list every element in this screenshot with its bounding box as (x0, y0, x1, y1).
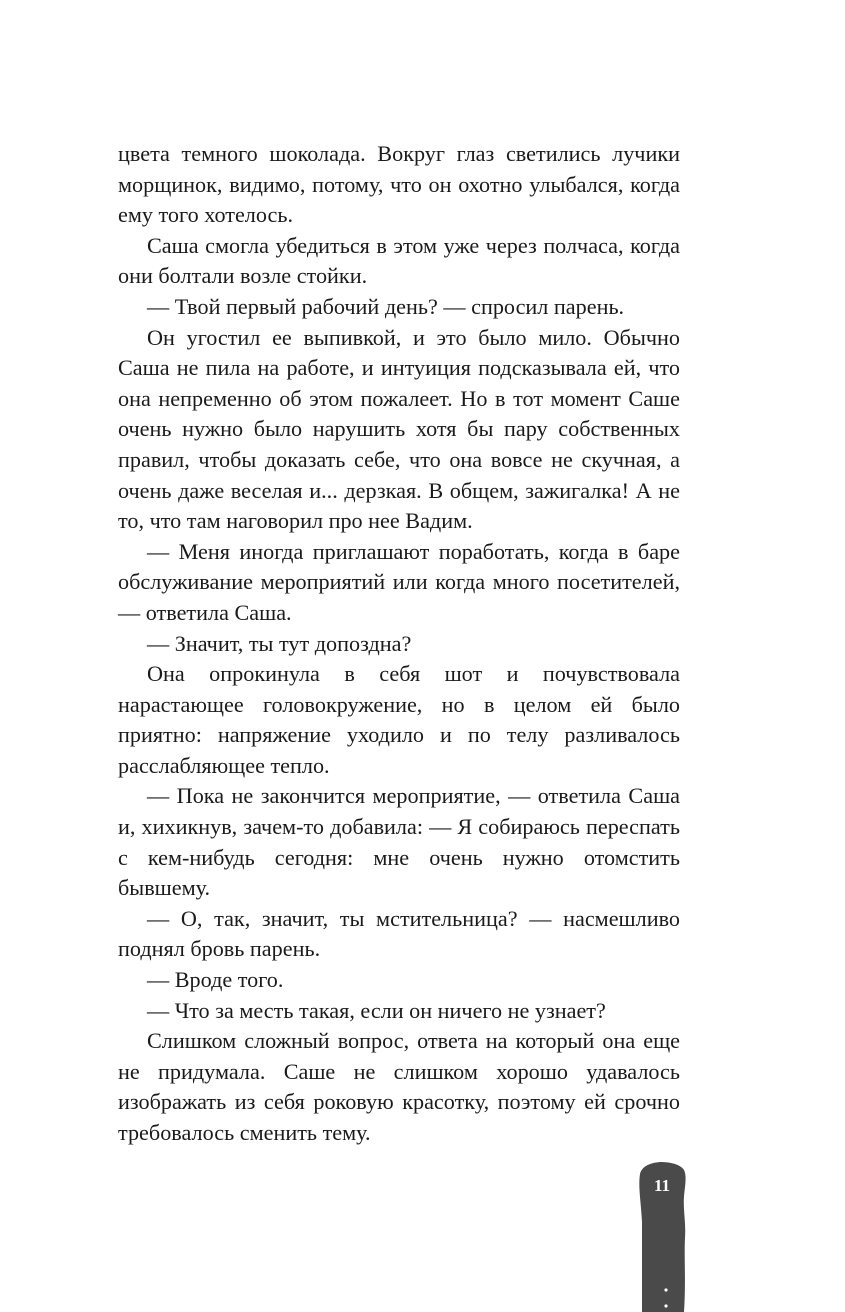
paragraph-5: — Меня иногда приглашают поработать, когда в баре обслуживание мероприятий или когда много посетителей, — ответила Саша. (118, 538, 680, 625)
paragraph-6: — Значит, ты тут допоздна? (147, 630, 412, 656)
page-number: 11 (653, 1176, 671, 1195)
paragraph-8: — Пока не закончится мероприятие, — ответила Саша и, хихикнув, зачем-то добавила: — Я собираюсь переспать с кем-нибудь сегодня: мне очень нужно отомстить бывшему. (118, 783, 680, 901)
body-text (118, 139, 680, 1149)
paragraph-9: — О, так, значит, ты мстительница? — насмешливо поднял бровь парень. (118, 905, 680, 962)
paragraph-1: цвета темного шоколада. Вокруг глаз светились лучики морщинок, видимо, потому, что он охотно улыбался, когда ему того хотелось. (118, 141, 680, 228)
paragraph-2: Саша смогла убедиться в этом уже через полчаса, когда они болтали возле стойки. (118, 232, 680, 289)
paragraph-12: Слишком сложный вопрос, ответа на который она еще не придумала. Саше не слишком хорошо удавалось изображать из себя роковую красотку, поэтому ей срочно требовалось сменить тему. (118, 1028, 680, 1145)
paragraph-10: — Вроде того. (147, 967, 284, 993)
page-number-tab (636, 1162, 688, 1312)
paragraph-11: — Что за месть такая, если он ничего не узнает? (147, 997, 606, 1023)
paragraph-4: Он угостил ее выпивкой, и это было мило. Обычно Саша не пила на работе, и интуиция подсказывала ей, что она непременно об этом пожалеет. Но в тот момент Саше очень нужно было нарушить хотя бы пару собственных правил, чтобы доказать себе, что она вовсе не скучная, а очень даже веселая и... дерзкая. В общем, зажигалка! А не то, что там наговорил про нее Вадим. (118, 324, 680, 534)
paragraph-7: Она опрокинула в себя шот и почувствовала нарастающее головокружение, но в целом ей было приятно: напряжение уходило и по телу разливалось расслабляющее тепло. (118, 661, 680, 778)
paragraph-3: — Твой первый рабочий день? — спросил парень. (147, 293, 625, 319)
